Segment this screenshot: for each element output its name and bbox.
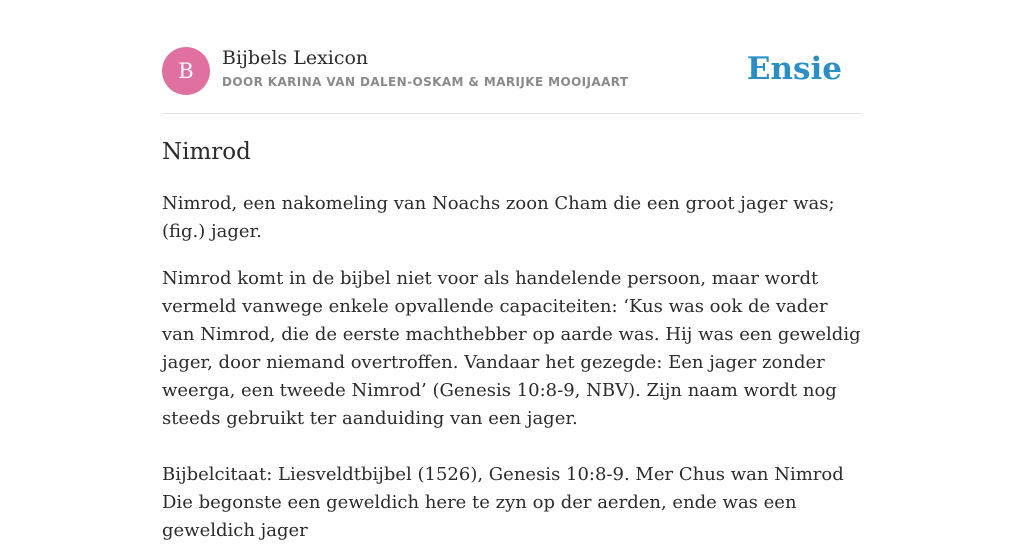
entry-title: Nimrod — [162, 139, 251, 165]
header-divider — [162, 113, 862, 114]
book-avatar[interactable]: B — [162, 47, 210, 95]
header — [162, 47, 862, 95]
book-authors: DOOR KARINA VAN DALEN-OSKAM & MARIJKE MOOIJAART — [222, 75, 629, 89]
brand-logo[interactable]: Ensie — [746, 51, 842, 87]
paragraph-description: Nimrod komt in de bijbel niet voor als handelende persoon, maar wordt vermeld vanwege enkele opvallende capaciteiten: ‘Kus was ook de vader van Nimrod, die de eerste machthebber op aarde was. Hij was een geweldig jager, door niemand overtroffen. Vandaar het gezegde: Een jager zonder weerga, een tweede Nimrod’ (Genesis 10:8-9, NBV). Zijn naam wordt nog steeds gebruikt ter aanduiding van een jager. — [162, 268, 861, 429]
paragraph-definition: Nimrod, een nakomeling van Noachs zoon Cham die een groot jager was; (fig.) jager. — [162, 193, 835, 242]
book-title-link[interactable]: Bijbels Lexicon — [222, 47, 369, 69]
paragraph-bible-quote: Bijbelcitaat: Liesveldtbijbel (1526), Genesis 10:8-9. Mer Chus wan Nimrod Die begonste een geweldich here te zyn op der aerden, ende was een geweldich jager — [162, 464, 844, 541]
article — [162, 135, 862, 545]
